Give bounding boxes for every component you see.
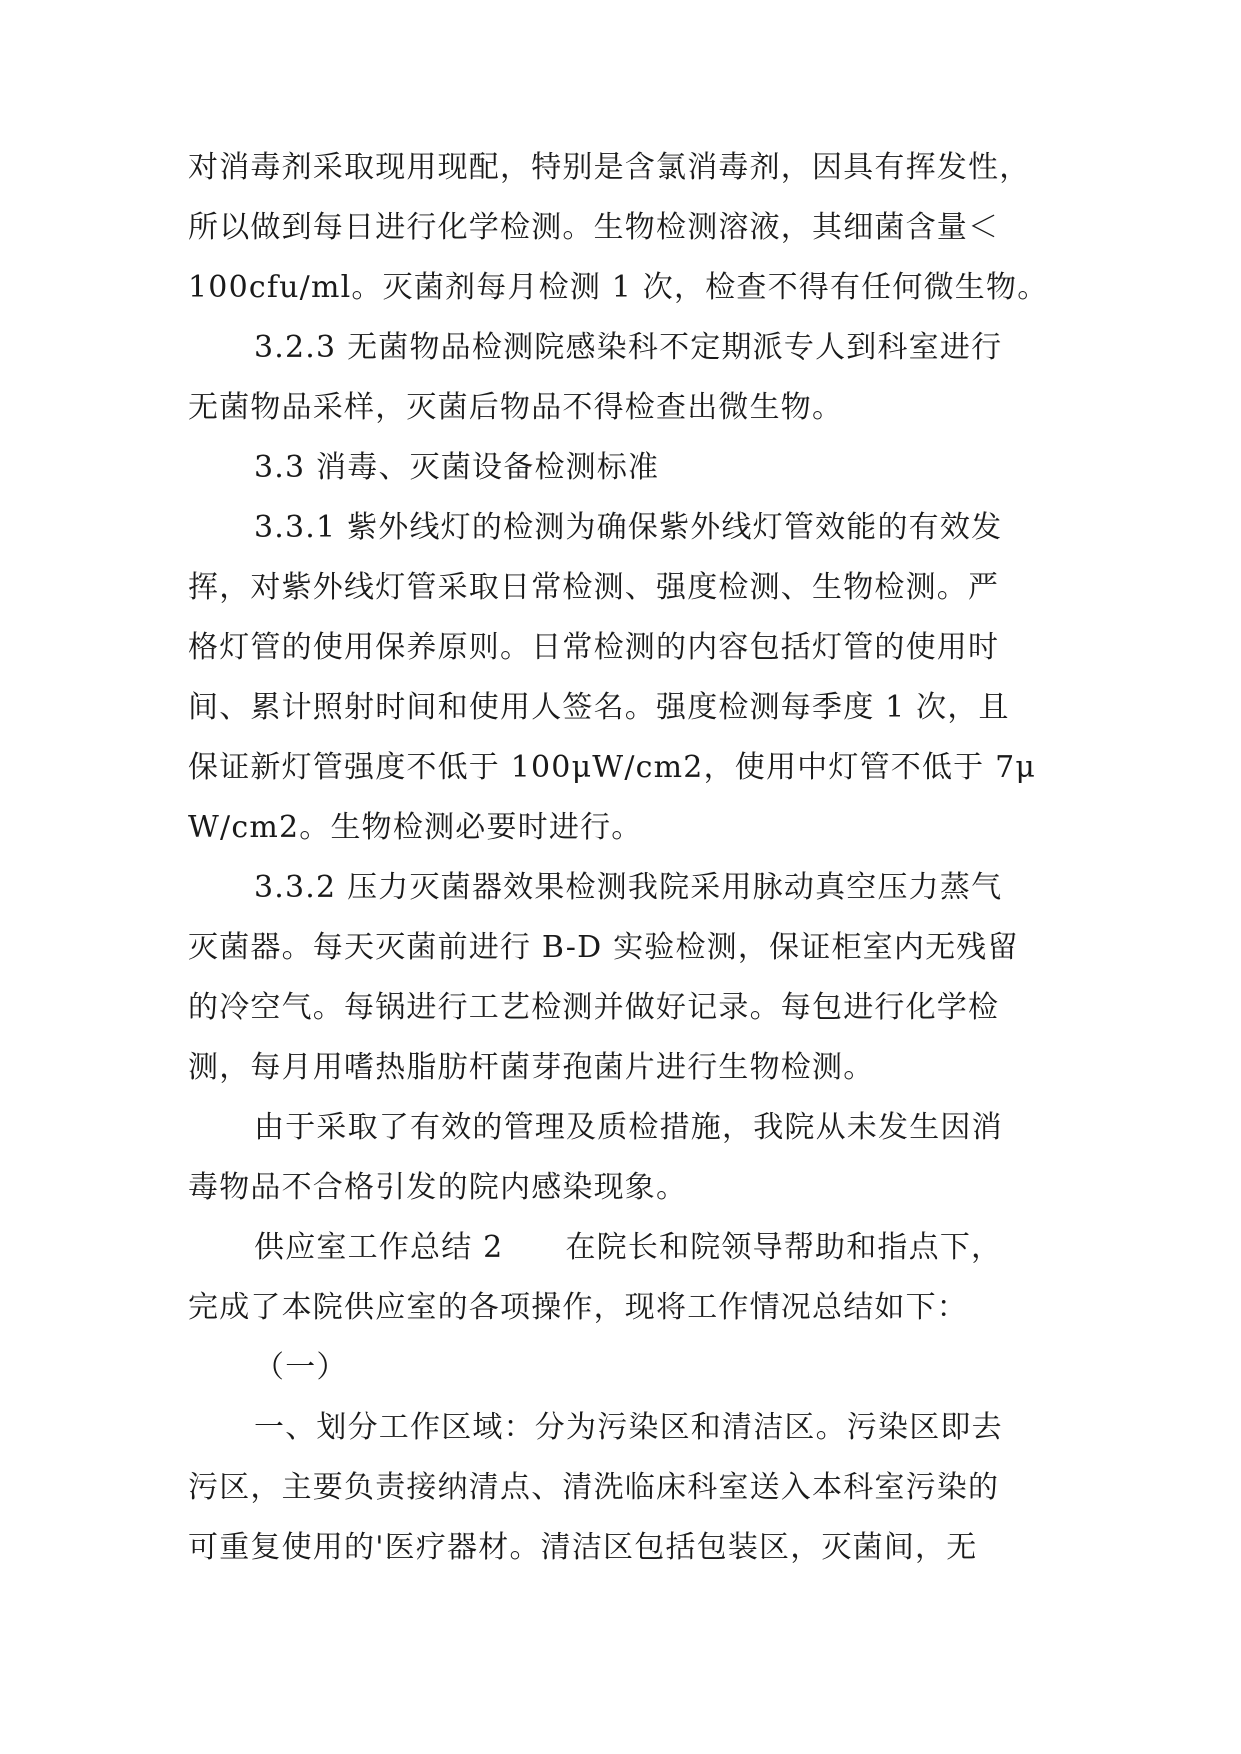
text-line: 3.3.1 紫外线灯的检测为确保紫外线灯管效能的有效发	[254, 510, 1003, 545]
text-line: 一、划分工作区域：分为污染区和清洁区。污染区即去	[254, 1410, 1003, 1445]
text-line: 挥，对紫外线灯管采取日常检测、强度检测、生物检测。严	[188, 570, 1000, 605]
text-line: 3.3.2 压力灭菌器效果检测我院采用脉动真空压力蒸气	[254, 870, 1003, 905]
summary-heading-line	[254, 1218, 1068, 1278]
text-line: 可重复使用的'医疗器材。清洁区包括包装区，灭菌间，无	[188, 1530, 978, 1565]
text-line: 3.2.3 无菌物品检测院感染科不定期派专人到科室进行	[254, 330, 1003, 365]
summary-title: 供应室工作总结 2	[254, 1230, 504, 1265]
text-line: 格灯管的使用保养原则。日常检测的内容包括灯管的使用时	[188, 630, 1000, 665]
text-line: 完成了本院供应室的各项操作，现将工作情况总结如下：	[188, 1290, 968, 1325]
text-line: 100cfu/ml。灭菌剂每月检测 1 次，检查不得有任何微生物。	[188, 270, 1049, 305]
text-line: 由于采取了有效的管理及质检措施，我院从未发生因消	[254, 1110, 1003, 1145]
section-marker: （一）	[254, 1350, 348, 1385]
text-line: 测，每月用嗜热脂肪杆菌芽孢菌片进行生物检测。	[188, 1050, 875, 1085]
text-line: 无菌物品采样，灭菌后物品不得检查出微生物。	[188, 390, 844, 425]
text-line: 毒物品不合格引发的院内感染现象。	[188, 1170, 688, 1205]
text-line: W/cm2。生物检测必要时进行。	[188, 810, 643, 845]
text-line: 灭菌器。每天灭菌前进行 B-D 实验检测，保证柜室内无残留	[188, 930, 1019, 965]
text-line: 所以做到每日进行化学检测。生物检测溶液，其细菌含量＜	[188, 210, 1000, 245]
summary-intro: 在院长和院领导帮助和指点下，	[565, 1230, 1003, 1265]
text-line: 的冷空气。每锅进行工艺检测并做好记录。每包进行化学检	[188, 990, 1000, 1025]
text-line: 间、累计照射时间和使用人签名。强度检测每季度 1 次，且	[188, 690, 1010, 725]
text-line: 保证新灯管强度不低于 100μW/cm2，使用中灯管不低于 7μ	[188, 750, 1037, 785]
section-heading: 3.3 消毒、灭菌设备检测标准	[254, 450, 660, 485]
text-line: 污区，主要负责接纳清点、清洗临床科室送入本科室污染的	[188, 1470, 1000, 1505]
text-line: 对消毒剂采取现用现配，特别是含氯消毒剂，因具有挥发性，	[188, 150, 1031, 185]
